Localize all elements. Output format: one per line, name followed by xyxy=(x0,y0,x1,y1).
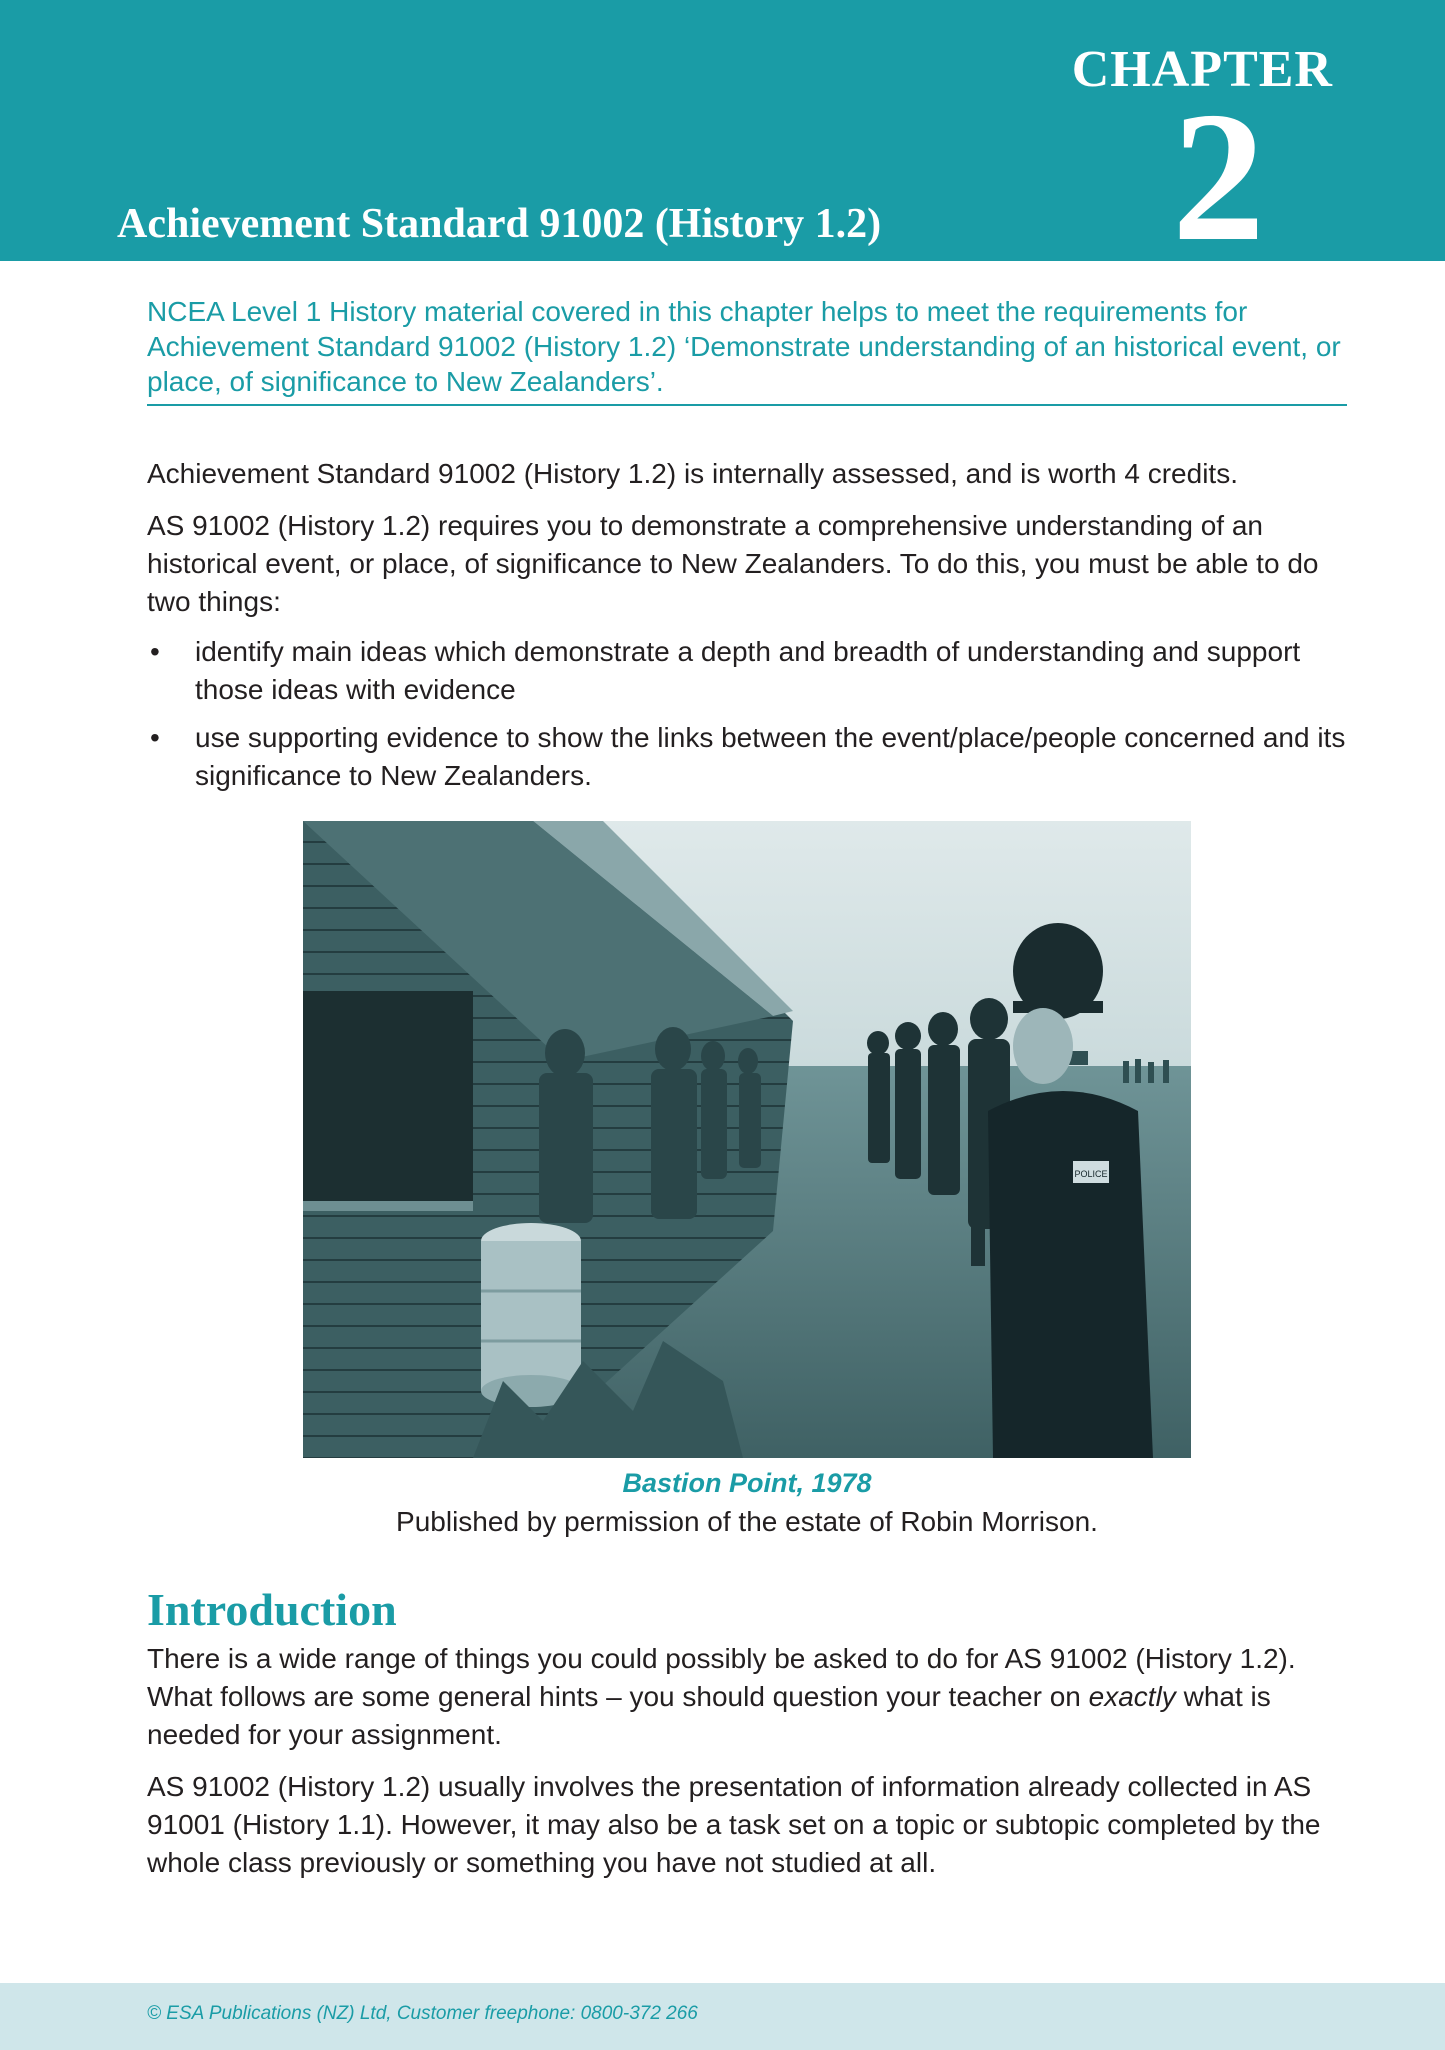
requirements-paragraph: AS 91002 (History 1.2) requires you to demonstrate a comprehensive understanding of an historical event, or place, of significance to New Zealanders. To do this, you must be able to do two things: xyxy=(147,510,1319,617)
list-item-text: use supporting evidence to show the links between the event/place/people concerned and its significance to New Zealanders. xyxy=(195,722,1346,791)
bullet-icon: • xyxy=(150,636,160,667)
chapter-label: CHAPTER xyxy=(1071,41,1333,98)
list-item xyxy=(147,719,1347,795)
chapter-banner xyxy=(0,0,1445,280)
intro-text-end: what is needed for your assignment. xyxy=(147,1681,1271,1750)
intro-text-start: There is a wide range of things you could possibly be asked to do for AS 91002 (History 1.2). What follows are some general hints – you should question your teacher on xyxy=(147,1643,1296,1712)
photo-caption-title: Bastion Point, 1978 xyxy=(622,1468,872,1498)
requirements-list xyxy=(147,633,1347,805)
introduction-paragraph-1 xyxy=(147,1640,1347,1754)
introduction-paragraph-2: AS 91002 (History 1.2) usually involves the presentation of information already collected in AS 91001 (History 1.1). However, it may also be a task set on a topic or subtopic completed by the whole class previously or something you have not studied at all. xyxy=(147,1771,1321,1878)
page-footer xyxy=(0,1983,1445,2050)
footer-copyright: © ESA Publications (NZ) Ltd, Customer freephone: 0800-372 266 xyxy=(147,2003,698,2024)
photo-caption-credit: Published by permission of the estate of Robin Morrison. xyxy=(396,1506,1098,1537)
divider xyxy=(147,404,1347,406)
list-item xyxy=(147,633,1347,709)
police-badge-text: POLICE xyxy=(1074,1169,1108,1179)
standard-title: Achievement Standard 91002 (History 1.2) xyxy=(117,201,882,247)
chapter-number: 2 xyxy=(1172,74,1265,280)
chapter-intro-note: NCEA Level 1 History material covered in this chapter helps to meet the requirements for Achievement Standard 91002 (History 1.2) ‘Demonstrate understanding of an historical event, or place, of significance to New Zealanders’. xyxy=(147,296,1341,397)
introduction-heading: Introduction xyxy=(147,1584,397,1635)
credits-paragraph: Achievement Standard 91002 (History 1.2) is internally assessed, and is worth 4 credits. xyxy=(147,458,1238,489)
list-item-text: identify main ideas which demonstrate a depth and breadth of understanding and support those ideas with evidence xyxy=(195,636,1301,705)
bastion-point-photo xyxy=(303,821,1191,1458)
intro-emphasis: exactly xyxy=(1088,1681,1176,1712)
bullet-icon: • xyxy=(150,722,160,753)
